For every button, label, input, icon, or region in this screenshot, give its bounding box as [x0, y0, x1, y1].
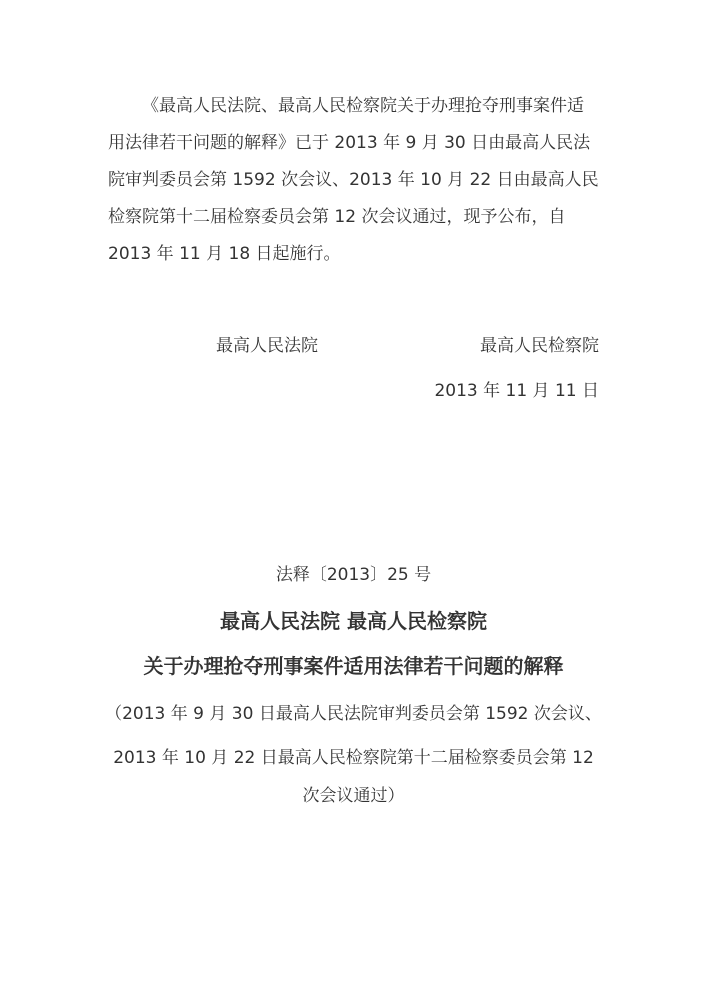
intro-line: 院审判委员会第 1592 次会议、2013 年 10 月 22 日由最高人民: [108, 170, 599, 190]
intro-line: 《最高人民法院、最高人民检察院关于办理抢夺刑事案件适: [142, 96, 584, 116]
intro-line: 用法律若干问题的解释》已于 2013 年 9 月 30 日由最高人民法: [108, 133, 591, 153]
title-main: 关于办理抢夺刑事案件适用法律若干问题的解释: [143, 654, 564, 678]
title-issuers: 最高人民法院 最高人民检察院: [220, 609, 487, 633]
adoption-note-line: （2013 年 9 月 30 日最高人民法院审判委员会第 1592 次会议、: [105, 704, 602, 724]
intro-line: 2013 年 11 月 18 日起施行。: [108, 244, 341, 264]
signature-date: 2013 年 11 月 11 日: [434, 381, 599, 401]
adoption-note-line: 次会议通过）: [302, 786, 405, 806]
signature-court: 最高人民法院: [216, 336, 318, 356]
signature-procuratorate: 最高人民检察院: [480, 336, 599, 356]
adoption-note-line: 2013 年 10 月 22 日最高人民检察院第十二届检察委员会第 12: [113, 748, 594, 768]
intro-line: 检察院第十二届检察委员会第 12 次会议通过，现予公布，自: [108, 207, 566, 227]
document-number: 法释〔2013〕25 号: [275, 565, 432, 585]
